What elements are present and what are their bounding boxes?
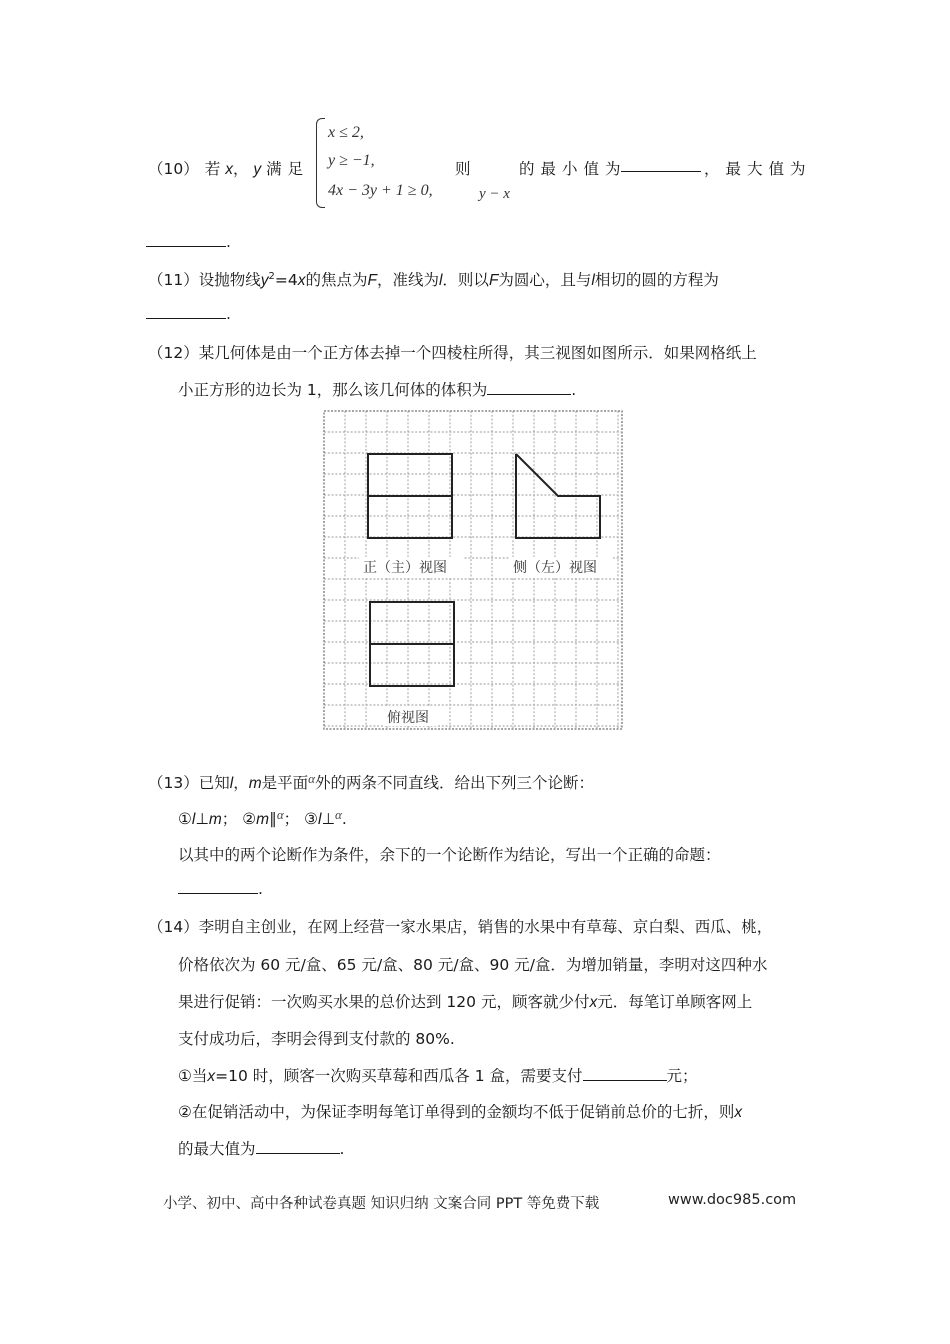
top-view-label: 俯视图 <box>387 710 429 726</box>
question-14-line2: 价格依次为 60 元/盒、65 元/盒、80 元/盒、90 元/盒．为增加销量，李明对这四种水 <box>178 956 768 974</box>
question-13-line1: （13）已知l，m是平面$^\alpha$外的两条不同直线．给出下列三个论断： <box>148 771 594 792</box>
three-view-grid-figure <box>323 410 624 730</box>
question-13-line3: 以其中的两个论断作为条件，余下的一个论断作为结论，写出一个正确的命题： <box>178 846 721 864</box>
question-10-then: 则 <box>455 160 471 178</box>
question-14-part2: ②在促销活动中，为保证李明每笔订单得到的金额均不低于促销前总价的七折，则x <box>178 1103 743 1121</box>
answer-blank-13[interactable]: . <box>178 879 263 898</box>
answer-blank-14-1[interactable] <box>583 1066 667 1081</box>
inequality-2: y ≥ −1, <box>328 152 375 169</box>
footer-url[interactable]: www.doc985.com <box>668 1192 797 1208</box>
side-view-label: 侧（左）视图 <box>513 560 597 576</box>
question-14-line1: （14）李明自主创业，在网上经营一家水果店，销售的水果中有草莓、京白梨、西瓜、桃， <box>148 918 773 936</box>
answer-blank-11[interactable]: . <box>146 304 231 323</box>
question-10-min: 的最小值为 <box>519 160 627 178</box>
question-14-line4: 支付成功后，李明会得到支付款的 80%. <box>178 1030 455 1048</box>
question-13-conditions: ①l⊥m； ②m∥$^\alpha$； ③l⊥$^\alpha$. <box>178 807 347 828</box>
question-12-line2: 小正方形的边长为 1，那么该几何体的体积为 . <box>178 381 577 399</box>
question-12-line1: （12）某几何体是由一个正方体去掉一个四棱柱所得，其三视图如图所示．如果网格纸上 <box>148 344 757 362</box>
answer-blank-14-2[interactable] <box>256 1139 340 1154</box>
answer-blank-max[interactable]: . <box>146 232 231 251</box>
answer-blank-min[interactable] <box>621 157 701 176</box>
question-10-max: ，最大值为 <box>704 160 812 178</box>
front-view-label: 正（主）视图 <box>363 560 447 576</box>
system-brace <box>316 118 325 208</box>
question-14-line3: 果进行促销：一次购买水果的总价达到 120 元，顾客就少付x元．每笔订单顾客网上 <box>178 993 753 1011</box>
question-14-part2-end: 的最大值为 . <box>178 1140 345 1158</box>
question-11: （11）设抛物线$y^2=4x$的焦点为F，准线为l．则以F为圆心，且与l相切的圆的方程为 <box>148 270 719 289</box>
objective-expression: y − x <box>479 186 510 202</box>
inequality-3: 4x − 3y + 1 ≥ 0, <box>328 182 433 199</box>
question-10-line1: （10） 若 x， y 满足 <box>148 160 310 178</box>
footer-text: 小学、初中、高中各种试卷真题 知识归纳 文案合同 PPT 等免费下载 <box>163 1196 600 1212</box>
question-14-part1: ①当x=10 时，顾客一次购买草莓和西瓜各 1 盒，需要支付 元； <box>178 1067 698 1085</box>
inequality-1: x ≤ 2, <box>328 124 364 141</box>
